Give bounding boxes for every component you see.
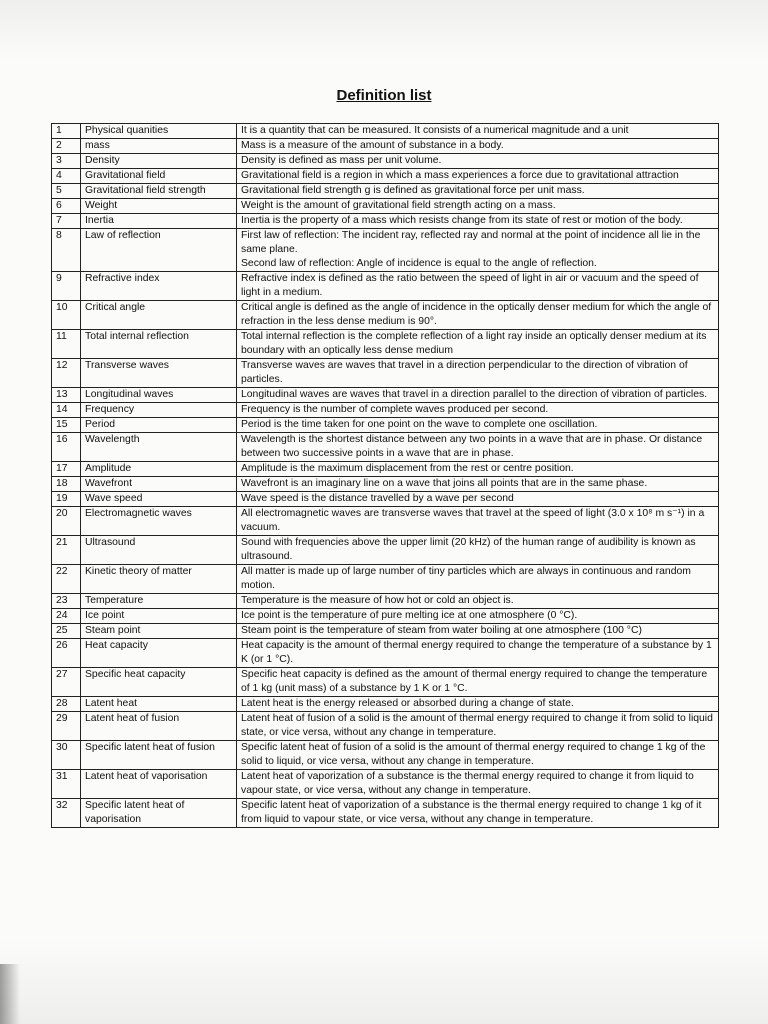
row-number: 8 [52,229,81,272]
row-number: 28 [52,697,81,712]
table-row [52,169,719,184]
row-definition: Mass is a measure of the amount of substance in a body. [237,139,719,154]
table-row [52,477,719,492]
row-definition: Amplitude is the maximum displacement from the rest or centre position. [237,462,719,477]
table-row [52,536,719,565]
row-definition: Wavelength is the shortest distance between any two points in a wave that are in phase. Or distance between two successive points in a wave that are in phase. [237,433,719,462]
table-row [52,403,719,418]
row-definition: First law of reflection: The incident ray, reflected ray and normal at the point of incidence all lie in the same plane. Second law of reflection: Angle of incidence is equal to the angle of reflection. [237,229,719,272]
row-number: 23 [52,594,81,609]
table-row [52,594,719,609]
row-definition: Sound with frequencies above the upper limit (20 kHz) of the human range of audibility is known as ultrasound. [237,536,719,565]
row-number: 27 [52,668,81,697]
table-row [52,330,719,359]
row-term: Law of reflection [81,229,237,272]
table-row [52,639,719,668]
row-number: 10 [52,301,81,330]
row-term: Kinetic theory of matter [81,565,237,594]
row-term: Gravitational field strength [81,184,237,199]
table-row [52,154,719,169]
row-definition: Inertia is the property of a mass which resists change from its state of rest or motion of the body. [237,214,719,229]
row-number: 9 [52,272,81,301]
row-term: Density [81,154,237,169]
row-number: 17 [52,462,81,477]
row-definition: Temperature is the measure of how hot or cold an object is. [237,594,719,609]
row-term: Gravitational field [81,169,237,184]
row-term: Latent heat of vaporisation [81,770,237,799]
row-number: 18 [52,477,81,492]
table-row [52,184,719,199]
row-term: Wavelength [81,433,237,462]
table-row [52,609,719,624]
table-row [52,139,719,154]
row-definition: Gravitational field is a region in which a mass experiences a force due to gravitational attraction [237,169,719,184]
table-row [52,799,719,828]
row-number: 20 [52,507,81,536]
table-row [52,668,719,697]
row-number: 30 [52,741,81,770]
row-definition: Ice point is the temperature of pure melting ice at one atmosphere (0 °C). [237,609,719,624]
row-number: 22 [52,565,81,594]
row-term: Weight [81,199,237,214]
table-row [52,433,719,462]
row-definition: Steam point is the temperature of steam from water boiling at one atmosphere (100 °C) [237,624,719,639]
row-number: 4 [52,169,81,184]
table-row [52,359,719,388]
table-row [52,418,719,433]
table-row [52,272,719,301]
row-number: 1 [52,124,81,139]
row-number: 26 [52,639,81,668]
row-number: 14 [52,403,81,418]
row-term: mass [81,139,237,154]
table-row [52,507,719,536]
row-term: Wavefront [81,477,237,492]
row-number: 19 [52,492,81,507]
row-definition: Weight is the amount of gravitational field strength acting on a mass. [237,199,719,214]
table-row [52,388,719,403]
row-definition: It is a quantity that can be measured. It consists of a numerical magnitude and a unit [237,124,719,139]
row-definition: Latent heat of fusion of a solid is the amount of thermal energy required to change it from solid to liquid state, or vice versa, without any change in temperature. [237,712,719,741]
row-definition: Density is defined as mass per unit volume. [237,154,719,169]
row-number: 7 [52,214,81,229]
row-term: Latent heat of fusion [81,712,237,741]
row-definition: Wave speed is the distance travelled by a wave per second [237,492,719,507]
page-title [0,87,768,104]
row-number: 29 [52,712,81,741]
row-term: Steam point [81,624,237,639]
row-number: 3 [52,154,81,169]
table-row [52,565,719,594]
definition-table [51,123,719,828]
row-term: Refractive index [81,272,237,301]
row-term: Wave speed [81,492,237,507]
table-row [52,492,719,507]
row-definition: Heat capacity is the amount of thermal energy required to change the temperature of a substance by 1 K (or 1 °C). [237,639,719,668]
row-term: Specific heat capacity [81,668,237,697]
table-row [52,301,719,330]
row-definition: Latent heat of vaporization of a substance is the thermal energy required to change it from liquid to vapour state, or vice versa, without any change in temperature. [237,770,719,799]
row-term: Frequency [81,403,237,418]
row-definition: Wavefront is an imaginary line on a wave that joins all points that are in the same phase. [237,477,719,492]
row-number: 15 [52,418,81,433]
row-definition: Specific heat capacity is defined as the amount of thermal energy required to change the temperature of 1 kg (unit mass) of a substance by 1 K or 1 °C. [237,668,719,697]
page-shadow [0,964,20,1024]
table-row [52,462,719,477]
row-definition: Gravitational field strength g is defined as gravitational force per unit mass. [237,184,719,199]
row-definition: Specific latent heat of fusion of a solid is the amount of thermal energy required to change 1 kg of the solid to liquid, or vice versa, without any change in temperature. [237,741,719,770]
table-row [52,229,719,272]
row-definition: Frequency is the number of complete waves produced per second. [237,403,719,418]
row-term: Amplitude [81,462,237,477]
table-row [52,741,719,770]
definition-table-body [52,124,719,828]
row-number: 11 [52,330,81,359]
table-row [52,770,719,799]
row-definition: Latent heat is the energy released or absorbed during a change of state. [237,697,719,712]
row-term: Latent heat [81,697,237,712]
row-definition: Specific latent heat of vaporization of a substance is the thermal energy required to change 1 kg of it from liquid to vapour state, or vice versa, without any change in temperature. [237,799,719,828]
row-term: Transverse waves [81,359,237,388]
row-definition: Transverse waves are waves that travel in a direction perpendicular to the direction of vibration of particles. [237,359,719,388]
row-term: Temperature [81,594,237,609]
row-term: Critical angle [81,301,237,330]
page-title-text: Definition list [336,87,432,104]
table-row [52,712,719,741]
row-definition: Total internal reflection is the complete reflection of a light ray inside an optically denser medium at its boundary with an optically less dense medium [237,330,719,359]
row-number: 21 [52,536,81,565]
row-number: 25 [52,624,81,639]
row-number: 32 [52,799,81,828]
row-number: 5 [52,184,81,199]
row-term: Period [81,418,237,433]
row-number: 2 [52,139,81,154]
table-row [52,214,719,229]
row-term: Specific latent heat of vaporisation [81,799,237,828]
row-definition: All matter is made up of large number of tiny particles which are always in continuous and random motion. [237,565,719,594]
row-number: 16 [52,433,81,462]
row-term: Physical quanities [81,124,237,139]
row-definition: Longitudinal waves are waves that travel in a direction parallel to the direction of vibration of particles. [237,388,719,403]
row-term: Ultrasound [81,536,237,565]
row-definition: Refractive index is defined as the ratio between the speed of light in air or vacuum and the speed of light in a medium. [237,272,719,301]
row-number: 6 [52,199,81,214]
row-term: Heat capacity [81,639,237,668]
row-number: 13 [52,388,81,403]
row-definition: Period is the time taken for one point on the wave to complete one oscillation. [237,418,719,433]
row-term: Electromagnetic waves [81,507,237,536]
row-number: 31 [52,770,81,799]
row-term: Ice point [81,609,237,624]
row-term: Total internal reflection [81,330,237,359]
row-term: Specific latent heat of fusion [81,741,237,770]
row-number: 12 [52,359,81,388]
row-term: Inertia [81,214,237,229]
table-row [52,624,719,639]
table-row [52,697,719,712]
row-definition: All electromagnetic waves are transverse waves that travel at the speed of light (3.0 x 10⁸ m s⁻¹) in a vacuum. [237,507,719,536]
row-definition: Critical angle is defined as the angle of incidence in the optically denser medium for which the angle of refraction in the less dense medium is 90°. [237,301,719,330]
table-row [52,124,719,139]
row-term: Longitudinal waves [81,388,237,403]
table-row [52,199,719,214]
row-number: 24 [52,609,81,624]
